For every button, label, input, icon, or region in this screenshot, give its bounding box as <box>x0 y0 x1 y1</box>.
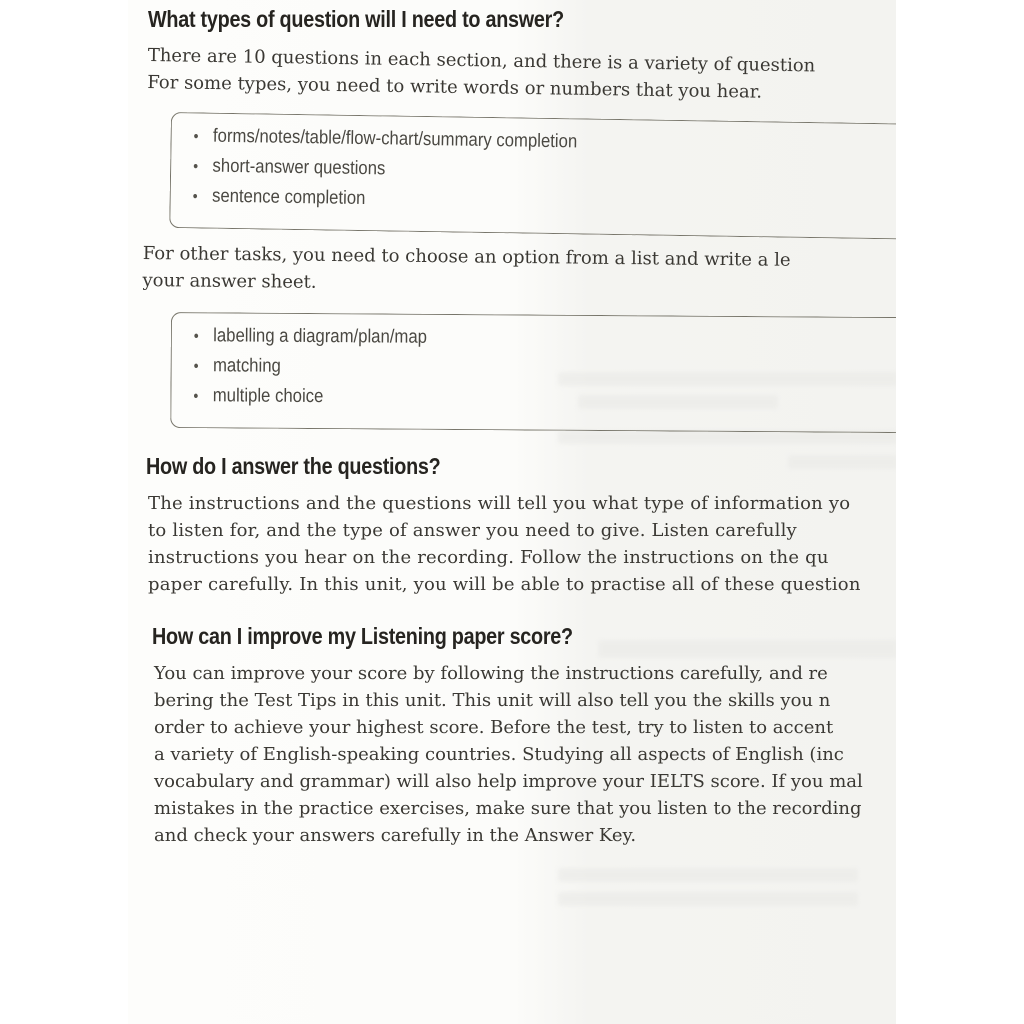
bullet-icon: • <box>193 128 199 146</box>
bullet-icon: • <box>193 328 199 346</box>
paragraph-line: order to achieve your highest score. Before the test, try to listen to accent <box>154 717 834 738</box>
paragraph-line: There are 10 questions in each section, and there is a variety of question <box>147 44 816 77</box>
list-item-text: matching <box>212 355 281 377</box>
choice-types-list <box>193 321 896 416</box>
show-through-mark <box>558 868 858 882</box>
list-item <box>194 321 845 356</box>
paragraph-line: to listen for, and the type of answer you need to give. Listen carefully <box>148 520 797 541</box>
paragraph-line: a variety of English-speaking countries. Studying all aspects of English (inc <box>154 744 844 765</box>
completion-types-list <box>192 121 896 223</box>
list-item <box>194 351 845 386</box>
list-item-text: multiple choice <box>212 385 324 408</box>
bullet-icon: • <box>193 388 199 406</box>
show-through-mark <box>788 455 896 469</box>
paragraph-line: instructions you hear on the recording. Follow the instructions on the qu <box>148 547 829 568</box>
paragraph-line: and check your answers carefully in the Answer Key. <box>154 825 637 846</box>
list-item-text: sentence completion <box>211 185 366 210</box>
paragraph-line: bering the Test Tips in this unit. This unit will also tell you the skills you n <box>154 690 831 711</box>
paragraph-line: your answer sheet. <box>142 269 317 293</box>
other-tasks-paragraph <box>142 240 790 301</box>
list-item-text: short-answer questions <box>212 155 386 180</box>
bullet-icon: • <box>193 158 199 176</box>
paragraph-line: The instructions and the questions will tell you what type of information yo <box>148 493 851 514</box>
section-heading-improve-score: How can I improve my Listening paper score? <box>152 623 573 649</box>
paragraph-line: paper carefully. In this unit, you will be able to practise all of these question <box>148 574 861 595</box>
completion-types-box <box>169 112 896 240</box>
list-item-text: forms/notes/table/flow-chart/summary completion <box>212 125 578 153</box>
paragraph-line: vocabulary and grammar) will also help improve your IELTS score. If you mal <box>154 771 863 792</box>
show-through-mark <box>598 640 896 658</box>
paragraph-line: For some types, you need to write words or numbers that you hear. <box>147 71 763 103</box>
show-through-mark <box>558 892 858 906</box>
how-to-answer-paragraph <box>148 490 861 598</box>
improve-score-paragraph <box>154 660 863 849</box>
list-item <box>193 381 844 416</box>
section-heading-question-types: What types of question will I need to answer? <box>148 6 564 32</box>
bullet-icon: • <box>193 358 199 376</box>
paragraph-line: You can improve your score by following the instructions carefully, and re <box>154 663 828 684</box>
bullet-icon: • <box>192 188 198 206</box>
list-item-text: labelling a diagram/plan/map <box>213 325 428 348</box>
intro-paragraph <box>147 42 815 106</box>
paragraph-line: For other tasks, you need to choose an option from a list and write a le <box>142 242 791 271</box>
book-page <box>128 0 896 1024</box>
paragraph-line: mistakes in the practice exercises, make sure that you listen to the recording <box>154 798 862 819</box>
choice-types-box <box>170 312 896 433</box>
section-heading-how-to-answer: How do I answer the questions? <box>146 453 441 479</box>
